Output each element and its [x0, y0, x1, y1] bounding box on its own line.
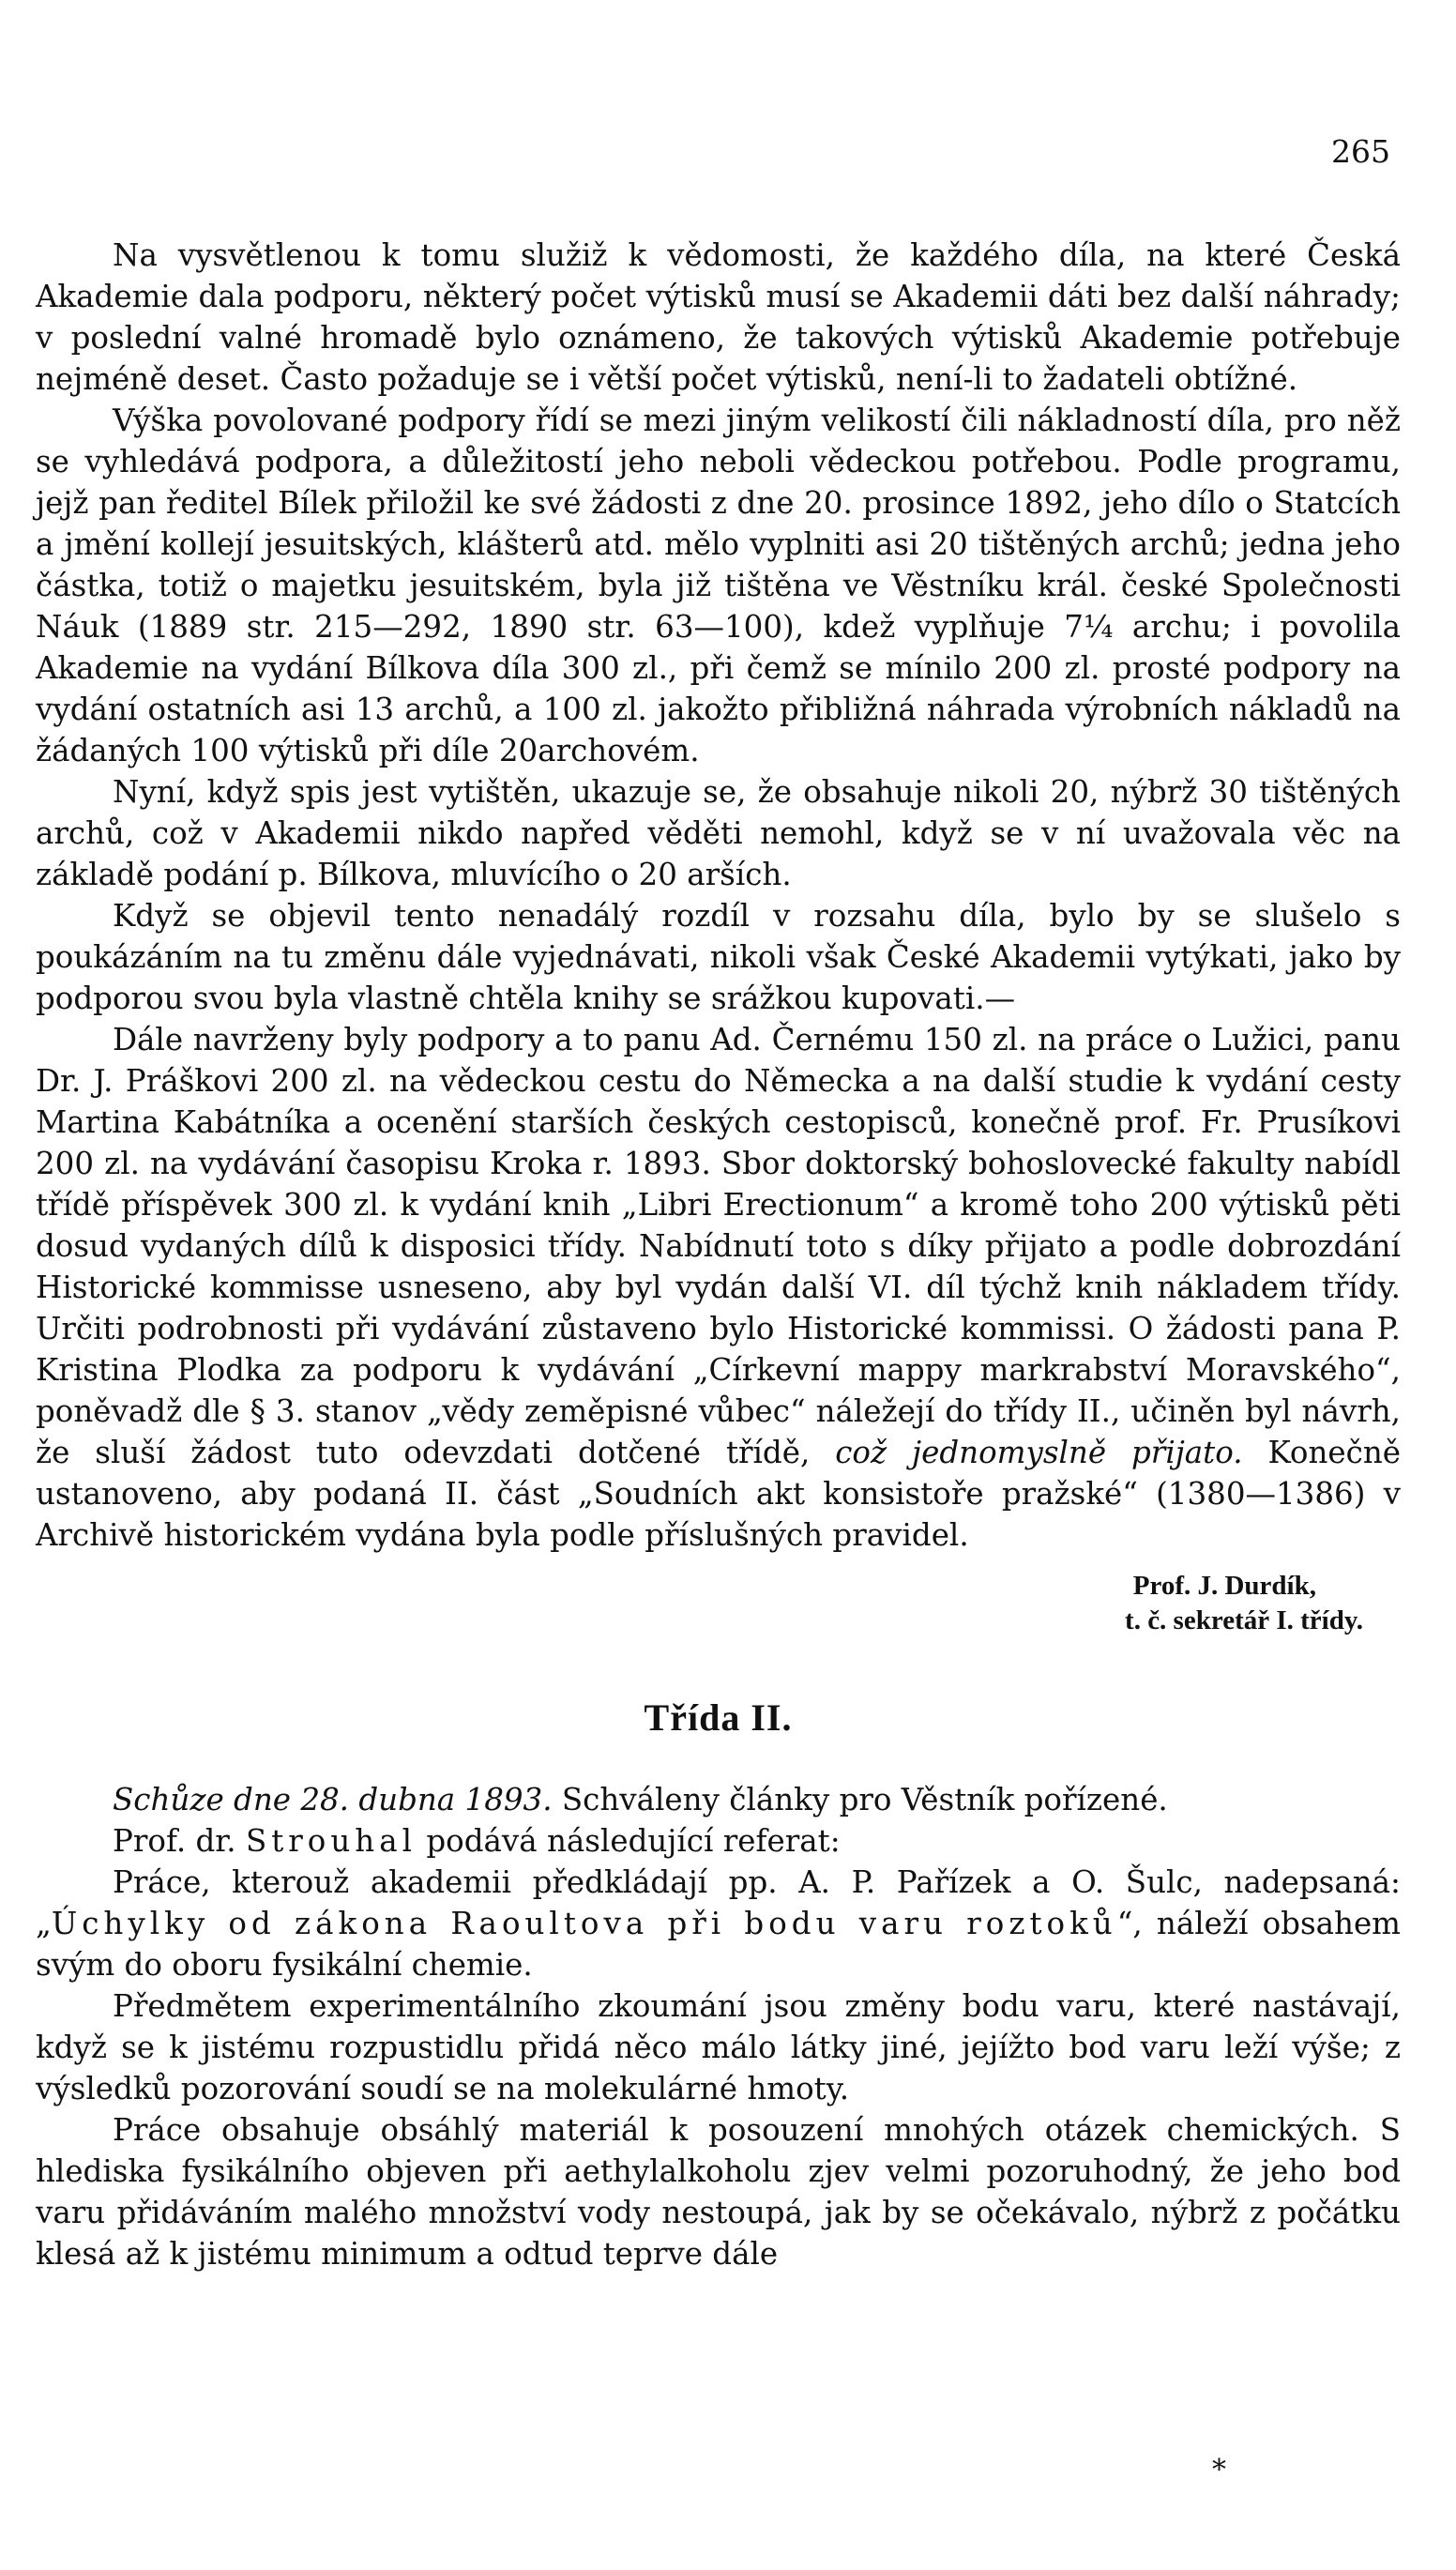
paragraph-experiment-subject: Předmětem experimentálního zkoumání jsou změny bodu varu, které nastávají, když se k jistému rozpustidlu přidá něco málo látky jiné, jejížto bod varu leží výše; z výsledků pozorování soudí se na molekulárné hmoty. [36, 1988, 1401, 2106]
paragraph-reporter [36, 1820, 1401, 1862]
text-run: Prof. dr. [113, 1823, 246, 1859]
reporter-name: Strouhal [245, 1823, 417, 1859]
paragraph-session [36, 1779, 1401, 1820]
paragraph-further-support [36, 1019, 1401, 1556]
text-run: Schváleny články pro Věstník pořízené. [552, 1782, 1168, 1817]
section-heading: Třída II. [644, 1696, 793, 1739]
paragraph-support-amount: Výška povolované podpory řídí se mezi jiným velikostí čili nákladností díla, pro něž se vyhledává podpora, a důležitostí jeho neboli vědeckou potřebou. Podle programu, jejž pan ředitel Bílek přiložil ke své žádosti z dne 20. prosince 1892, jeho dílo o Statcích a jmění kollejí jesuitských, klášterů atd. mělo vyplniti asi 20 tištěných archů; jedna jeho částka, totiž o majetku jesuitském, byla již tištěna ve Věstníku král. české Společnosti Náuk (1889 str. 215—292, 1890 str. 63—100), kdež vyplňuje 7¼ archu; i povolila Akademie na vydání Bílkova díla 300 zl., při čemž se mínilo 200 zl. prosté podpory na vydání ostatních asi 13 archů, a 100 zl. jakožto přibližná náhrada výrobních nákladů na žádaných 100 výtisků při díle 20archovém. [36, 403, 1401, 768]
text-run: Konečně ustanoveno, aby podaná II. část „Soudních akt konsistoře pražské“ (1380—1386) v Archivě historickém vydána byla podle příslušných pravidel. [36, 1435, 1402, 1553]
paragraph-work-contents: Práce obsahuje obsáhlý materiál k posouzení mnohých otázek chemických. S hlediska fysikálního objeven při aethylalkoholu zjev velmi pozoruhodný, že jeho bod varu přidáváním malého množství vody nestoupá, jak by se očekávalo, nýbrž z počátku klesá až k jistému minimum a odtud teprve dále [36, 2112, 1401, 2272]
paragraph-scope-difference: Když se objevil tento nenadálý rozdíl v rozsahu díla, bylo by se slušelo s poukázáním na tu změnu dále vyjednávati, nikoli však České Akademii vytýkati, jako by podporou svou byla vlastně chtěla knihy se srážkou kupovati.— [36, 898, 1401, 1016]
work-title: Úchylky od zákona Raoultova při bodu varu roztoků [51, 1906, 1117, 1941]
signature-name: Prof. J. Durdík, [1132, 1571, 1316, 1601]
text-run: Dále navrženy byly podpory a to panu Ad. Černému 150 zl. na práce o Lužici, panu Dr. J. Práškovi 200 zl. na vědeckou cestu do Německa a na další studie k vydání cesty Martina Kabátníka a ocenění starších českých cestopisců, konečně prof. Fr. Prusíkovi 200 zl. na vydávání časopisu Kroka r. 1893. Sbor doktorský bohoslovecké fakulty nabídl třídě příspěvek 300 zl. k vydání knih „Libri Erectionum“ a kromě toho 200 výtisků pěti dosud vydaných dílů k disposici třídy. Nabídnutí toto s díky přijato a podle dobrozdání Historické kommisse usneseno, aby byl vydán další VI. díl týchž knih nákladem třídy. Určiti podrobnosti při vydávání zůstaveno bylo Historické kommissi. O žádosti pana P. Kristina Plodka za podporu k vydávání „Církevní mappy markrabství Moravského“, poněvadž dle § 3. stanov „vědy zeměpisné vůbec“ náležejí do třídy II., učiněn byl návrh, že sluší žádost tuto odevzdati dotčené třídě, [36, 1022, 1401, 1470]
paragraph-printed-sheets: Nyní, když spis jest vytištěn, ukazuje se, že obsahuje nikoli 20, nýbrž 30 tištěných archů, což v Akademii nikdo napřed věděti nemohl, když se v ní uvažovala věc na základě podání p. Bílkova, mluvícího o 20 arších. [36, 774, 1401, 892]
paragraph-work-title [36, 1862, 1401, 1985]
footer-asterisk: * [1212, 2454, 1226, 2486]
signature-title: t. č. sekretář I. třídy. [1125, 1605, 1363, 1635]
session-date: Schůze dne 28. dubna 1893. [113, 1782, 553, 1817]
italic-text-run: což jednomyslně přijato. [835, 1435, 1243, 1470]
page-number: 265 [1331, 133, 1390, 170]
signature-block [36, 1569, 1401, 1638]
paragraph-copies-explanation: Na vysvětlenou k tomu služiž k vědomosti, že každého díla, na které Česká Akademie dala podporu, některý počet výtisků musí se Akademii dáti bez další náhrady; v poslední valné hromadě bylo oznámeno, že takových výtisků Akademie potřebuje nejméně deset. Často požaduje se i větší počet výtisků, není-li to žadateli obtížné. [36, 237, 1401, 397]
text-run: Práce, kterouž akademii předkládají pp. A. P. Pařízek a O. Šulc, nadepsaná: „ [36, 1864, 1401, 1941]
text-run: podává následující referat: [417, 1823, 841, 1859]
text-run: “, náleží obsahem svým do oboru fysikální chemie. [36, 1906, 1401, 1983]
body-text [36, 235, 1401, 2274]
